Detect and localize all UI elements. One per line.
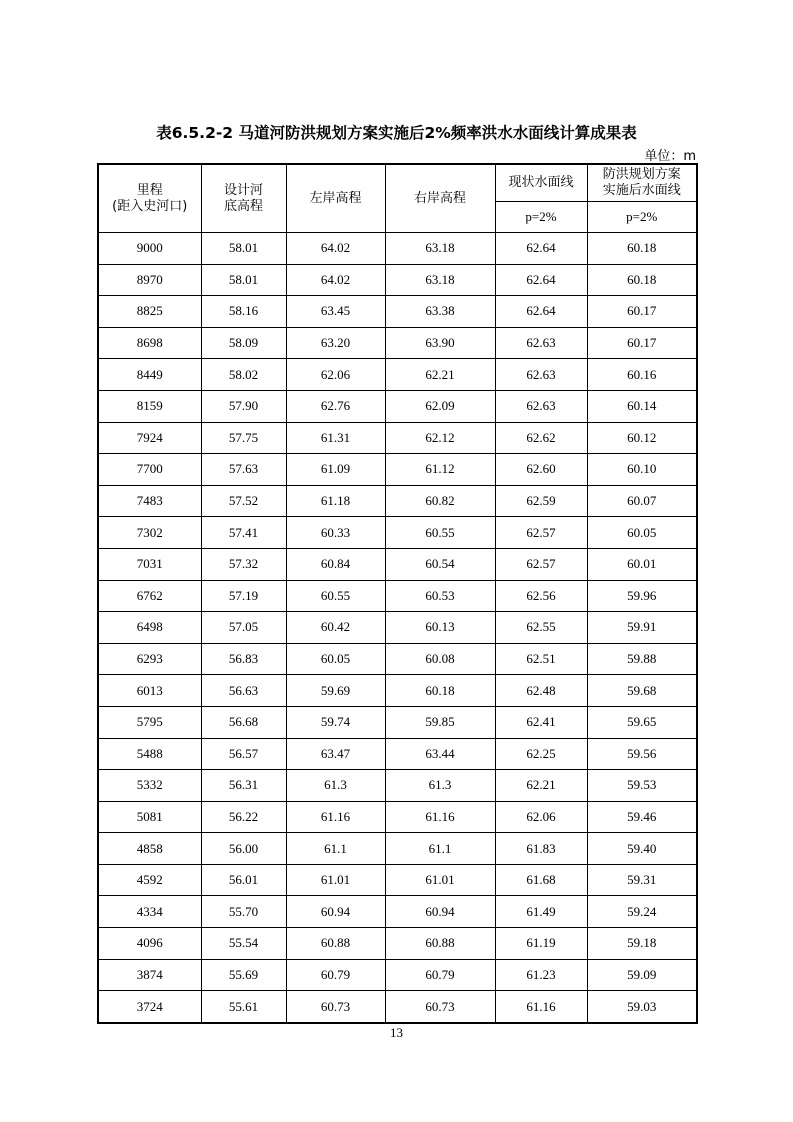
table-row	[98, 928, 697, 960]
cell-mileage: 6013	[98, 675, 201, 707]
cell-design-bottom: 55.54	[201, 928, 286, 960]
cell-left-bank: 64.02	[286, 264, 385, 296]
cell-planned-water: 59.56	[587, 738, 697, 770]
cell-right-bank: 60.88	[385, 928, 495, 960]
cell-current-water: 62.57	[495, 548, 587, 580]
cell-right-bank: 63.38	[385, 296, 495, 328]
cell-current-water: 62.06	[495, 801, 587, 833]
cell-mileage: 4096	[98, 928, 201, 960]
cell-left-bank: 63.20	[286, 327, 385, 359]
cell-right-bank: 62.12	[385, 422, 495, 454]
cell-right-bank: 60.55	[385, 517, 495, 549]
cell-right-bank: 60.94	[385, 896, 495, 928]
cell-left-bank: 63.45	[286, 296, 385, 328]
table-row	[98, 580, 697, 612]
cell-mileage: 6498	[98, 612, 201, 644]
cell-design-bottom: 57.41	[201, 517, 286, 549]
cell-mileage: 7483	[98, 485, 201, 517]
cell-left-bank: 61.3	[286, 770, 385, 802]
cell-planned-water: 59.40	[587, 833, 697, 865]
cell-left-bank: 61.18	[286, 485, 385, 517]
cell-right-bank: 63.90	[385, 327, 495, 359]
cell-design-bottom: 57.05	[201, 612, 286, 644]
cell-design-bottom: 57.32	[201, 548, 286, 580]
cell-right-bank: 62.21	[385, 359, 495, 391]
cell-mileage: 5488	[98, 738, 201, 770]
cell-left-bank: 61.1	[286, 833, 385, 865]
cell-current-water: 61.23	[495, 959, 587, 991]
cell-left-bank: 60.42	[286, 612, 385, 644]
cell-mileage: 6762	[98, 580, 201, 612]
table-row	[98, 422, 697, 454]
cell-planned-water: 59.68	[587, 675, 697, 707]
table-row	[98, 706, 697, 738]
cell-current-water: 61.16	[495, 991, 587, 1023]
cell-planned-water: 59.18	[587, 928, 697, 960]
table-body	[98, 233, 697, 1023]
table-row	[98, 233, 697, 265]
header-design-bottom: 设计河 底高程	[201, 164, 286, 233]
cell-mileage: 3874	[98, 959, 201, 991]
cell-planned-water: 59.96	[587, 580, 697, 612]
cell-design-bottom: 56.68	[201, 706, 286, 738]
cell-current-water: 62.62	[495, 422, 587, 454]
cell-current-water: 62.21	[495, 770, 587, 802]
table-row	[98, 296, 697, 328]
header-freq-current: p=2%	[495, 202, 587, 233]
table-row	[98, 264, 697, 296]
cell-mileage: 4334	[98, 896, 201, 928]
cell-mileage: 8159	[98, 390, 201, 422]
cell-left-bank: 64.02	[286, 233, 385, 265]
cell-design-bottom: 57.75	[201, 422, 286, 454]
cell-current-water: 62.64	[495, 233, 587, 265]
cell-design-bottom: 56.22	[201, 801, 286, 833]
cell-current-water: 62.63	[495, 327, 587, 359]
cell-design-bottom: 58.01	[201, 233, 286, 265]
cell-design-bottom: 58.09	[201, 327, 286, 359]
table-row	[98, 801, 697, 833]
cell-left-bank: 59.69	[286, 675, 385, 707]
cell-left-bank: 60.05	[286, 643, 385, 675]
cell-design-bottom: 58.01	[201, 264, 286, 296]
table-row	[98, 675, 697, 707]
cell-left-bank: 60.88	[286, 928, 385, 960]
cell-planned-water: 59.09	[587, 959, 697, 991]
cell-design-bottom: 57.52	[201, 485, 286, 517]
table-row	[98, 517, 697, 549]
cell-design-bottom: 55.70	[201, 896, 286, 928]
cell-right-bank: 60.79	[385, 959, 495, 991]
cell-left-bank: 60.55	[286, 580, 385, 612]
header-planned-water: 防洪规划方案 实施后水面线	[587, 164, 697, 202]
cell-current-water: 62.56	[495, 580, 587, 612]
cell-mileage: 5332	[98, 770, 201, 802]
cell-planned-water: 59.03	[587, 991, 697, 1023]
cell-left-bank: 61.31	[286, 422, 385, 454]
header-freq-planned: p=2%	[587, 202, 697, 233]
cell-current-water: 61.19	[495, 928, 587, 960]
cell-planned-water: 59.88	[587, 643, 697, 675]
cell-right-bank: 62.09	[385, 390, 495, 422]
cell-right-bank: 60.82	[385, 485, 495, 517]
cell-planned-water: 59.65	[587, 706, 697, 738]
cell-mileage: 7302	[98, 517, 201, 549]
cell-left-bank: 60.94	[286, 896, 385, 928]
table-row	[98, 738, 697, 770]
cell-planned-water: 60.14	[587, 390, 697, 422]
cell-planned-water: 59.53	[587, 770, 697, 802]
cell-mileage: 7700	[98, 454, 201, 486]
cell-mileage: 7031	[98, 548, 201, 580]
table-row	[98, 612, 697, 644]
cell-design-bottom: 56.01	[201, 864, 286, 896]
cell-current-water: 62.57	[495, 517, 587, 549]
cell-right-bank: 61.3	[385, 770, 495, 802]
cell-current-water: 62.64	[495, 264, 587, 296]
cell-planned-water: 59.24	[587, 896, 697, 928]
cell-current-water: 62.48	[495, 675, 587, 707]
cell-planned-water: 59.46	[587, 801, 697, 833]
cell-planned-water: 60.18	[587, 233, 697, 265]
cell-right-bank: 60.18	[385, 675, 495, 707]
cell-design-bottom: 56.57	[201, 738, 286, 770]
cell-current-water: 62.63	[495, 390, 587, 422]
cell-mileage: 8825	[98, 296, 201, 328]
cell-current-water: 62.59	[495, 485, 587, 517]
cell-right-bank: 60.13	[385, 612, 495, 644]
cell-current-water: 61.49	[495, 896, 587, 928]
cell-mileage: 8449	[98, 359, 201, 391]
cell-mileage: 6293	[98, 643, 201, 675]
cell-current-water: 62.64	[495, 296, 587, 328]
cell-left-bank: 59.74	[286, 706, 385, 738]
cell-planned-water: 60.01	[587, 548, 697, 580]
cell-mileage: 8970	[98, 264, 201, 296]
table-row	[98, 833, 697, 865]
cell-mileage: 8698	[98, 327, 201, 359]
cell-right-bank: 63.18	[385, 233, 495, 265]
cell-planned-water: 60.10	[587, 454, 697, 486]
cell-mileage: 4858	[98, 833, 201, 865]
cell-mileage: 3724	[98, 991, 201, 1023]
table-row	[98, 991, 697, 1023]
page-number: 13	[390, 1025, 403, 1040]
cell-mileage: 9000	[98, 233, 201, 265]
cell-left-bank: 60.33	[286, 517, 385, 549]
cell-design-bottom: 55.61	[201, 991, 286, 1023]
cell-current-water: 62.60	[495, 454, 587, 486]
table-title: 表6.5.2-2 马道河防洪规划方案实施后2%频率洪水水面线计算成果表	[156, 124, 637, 142]
cell-planned-water: 60.17	[587, 327, 697, 359]
cell-right-bank: 61.01	[385, 864, 495, 896]
cell-right-bank: 60.08	[385, 643, 495, 675]
cell-left-bank: 60.84	[286, 548, 385, 580]
cell-right-bank: 61.16	[385, 801, 495, 833]
cell-right-bank: 60.53	[385, 580, 495, 612]
table-row	[98, 959, 697, 991]
cell-left-bank: 61.09	[286, 454, 385, 486]
cell-mileage: 4592	[98, 864, 201, 896]
cell-left-bank: 61.16	[286, 801, 385, 833]
cell-design-bottom: 56.83	[201, 643, 286, 675]
cell-mileage: 7924	[98, 422, 201, 454]
cell-design-bottom: 57.19	[201, 580, 286, 612]
cell-right-bank: 63.44	[385, 738, 495, 770]
header-mileage: 里程 (距入史河口)	[98, 164, 201, 233]
cell-right-bank: 63.18	[385, 264, 495, 296]
cell-design-bottom: 55.69	[201, 959, 286, 991]
header-current-water: 现状水面线	[495, 164, 587, 202]
cell-current-water: 62.25	[495, 738, 587, 770]
cell-left-bank: 60.79	[286, 959, 385, 991]
cell-left-bank: 60.73	[286, 991, 385, 1023]
cell-design-bottom: 57.90	[201, 390, 286, 422]
cell-planned-water: 60.18	[587, 264, 697, 296]
cell-right-bank: 61.12	[385, 454, 495, 486]
table-row	[98, 359, 697, 391]
cell-planned-water: 60.07	[587, 485, 697, 517]
table-row	[98, 454, 697, 486]
cell-left-bank: 63.47	[286, 738, 385, 770]
table-row	[98, 770, 697, 802]
cell-design-bottom: 58.16	[201, 296, 286, 328]
unit-label: 单位：m	[644, 149, 696, 164]
cell-current-water: 62.51	[495, 643, 587, 675]
cell-left-bank: 62.76	[286, 390, 385, 422]
cell-current-water: 62.63	[495, 359, 587, 391]
cell-current-water: 62.41	[495, 706, 587, 738]
cell-left-bank: 61.01	[286, 864, 385, 896]
cell-design-bottom: 56.63	[201, 675, 286, 707]
table-row	[98, 485, 697, 517]
cell-design-bottom: 58.02	[201, 359, 286, 391]
table-row	[98, 896, 697, 928]
cell-current-water: 61.68	[495, 864, 587, 896]
cell-design-bottom: 56.31	[201, 770, 286, 802]
water-surface-table	[97, 163, 698, 1024]
cell-mileage: 5795	[98, 706, 201, 738]
cell-current-water: 61.83	[495, 833, 587, 865]
table-row	[98, 643, 697, 675]
cell-right-bank: 61.1	[385, 833, 495, 865]
table-row	[98, 548, 697, 580]
cell-current-water: 62.55	[495, 612, 587, 644]
cell-right-bank: 59.85	[385, 706, 495, 738]
cell-planned-water: 60.12	[587, 422, 697, 454]
cell-design-bottom: 56.00	[201, 833, 286, 865]
cell-design-bottom: 57.63	[201, 454, 286, 486]
cell-planned-water: 59.31	[587, 864, 697, 896]
cell-planned-water: 60.16	[587, 359, 697, 391]
cell-planned-water: 60.17	[587, 296, 697, 328]
cell-mileage: 5081	[98, 801, 201, 833]
header-left-bank: 左岸高程	[286, 164, 385, 233]
header-right-bank: 右岸高程	[385, 164, 495, 233]
cell-planned-water: 59.91	[587, 612, 697, 644]
cell-right-bank: 60.73	[385, 991, 495, 1023]
table-row	[98, 864, 697, 896]
cell-left-bank: 62.06	[286, 359, 385, 391]
cell-right-bank: 60.54	[385, 548, 495, 580]
cell-planned-water: 60.05	[587, 517, 697, 549]
table-row	[98, 390, 697, 422]
table-row	[98, 327, 697, 359]
